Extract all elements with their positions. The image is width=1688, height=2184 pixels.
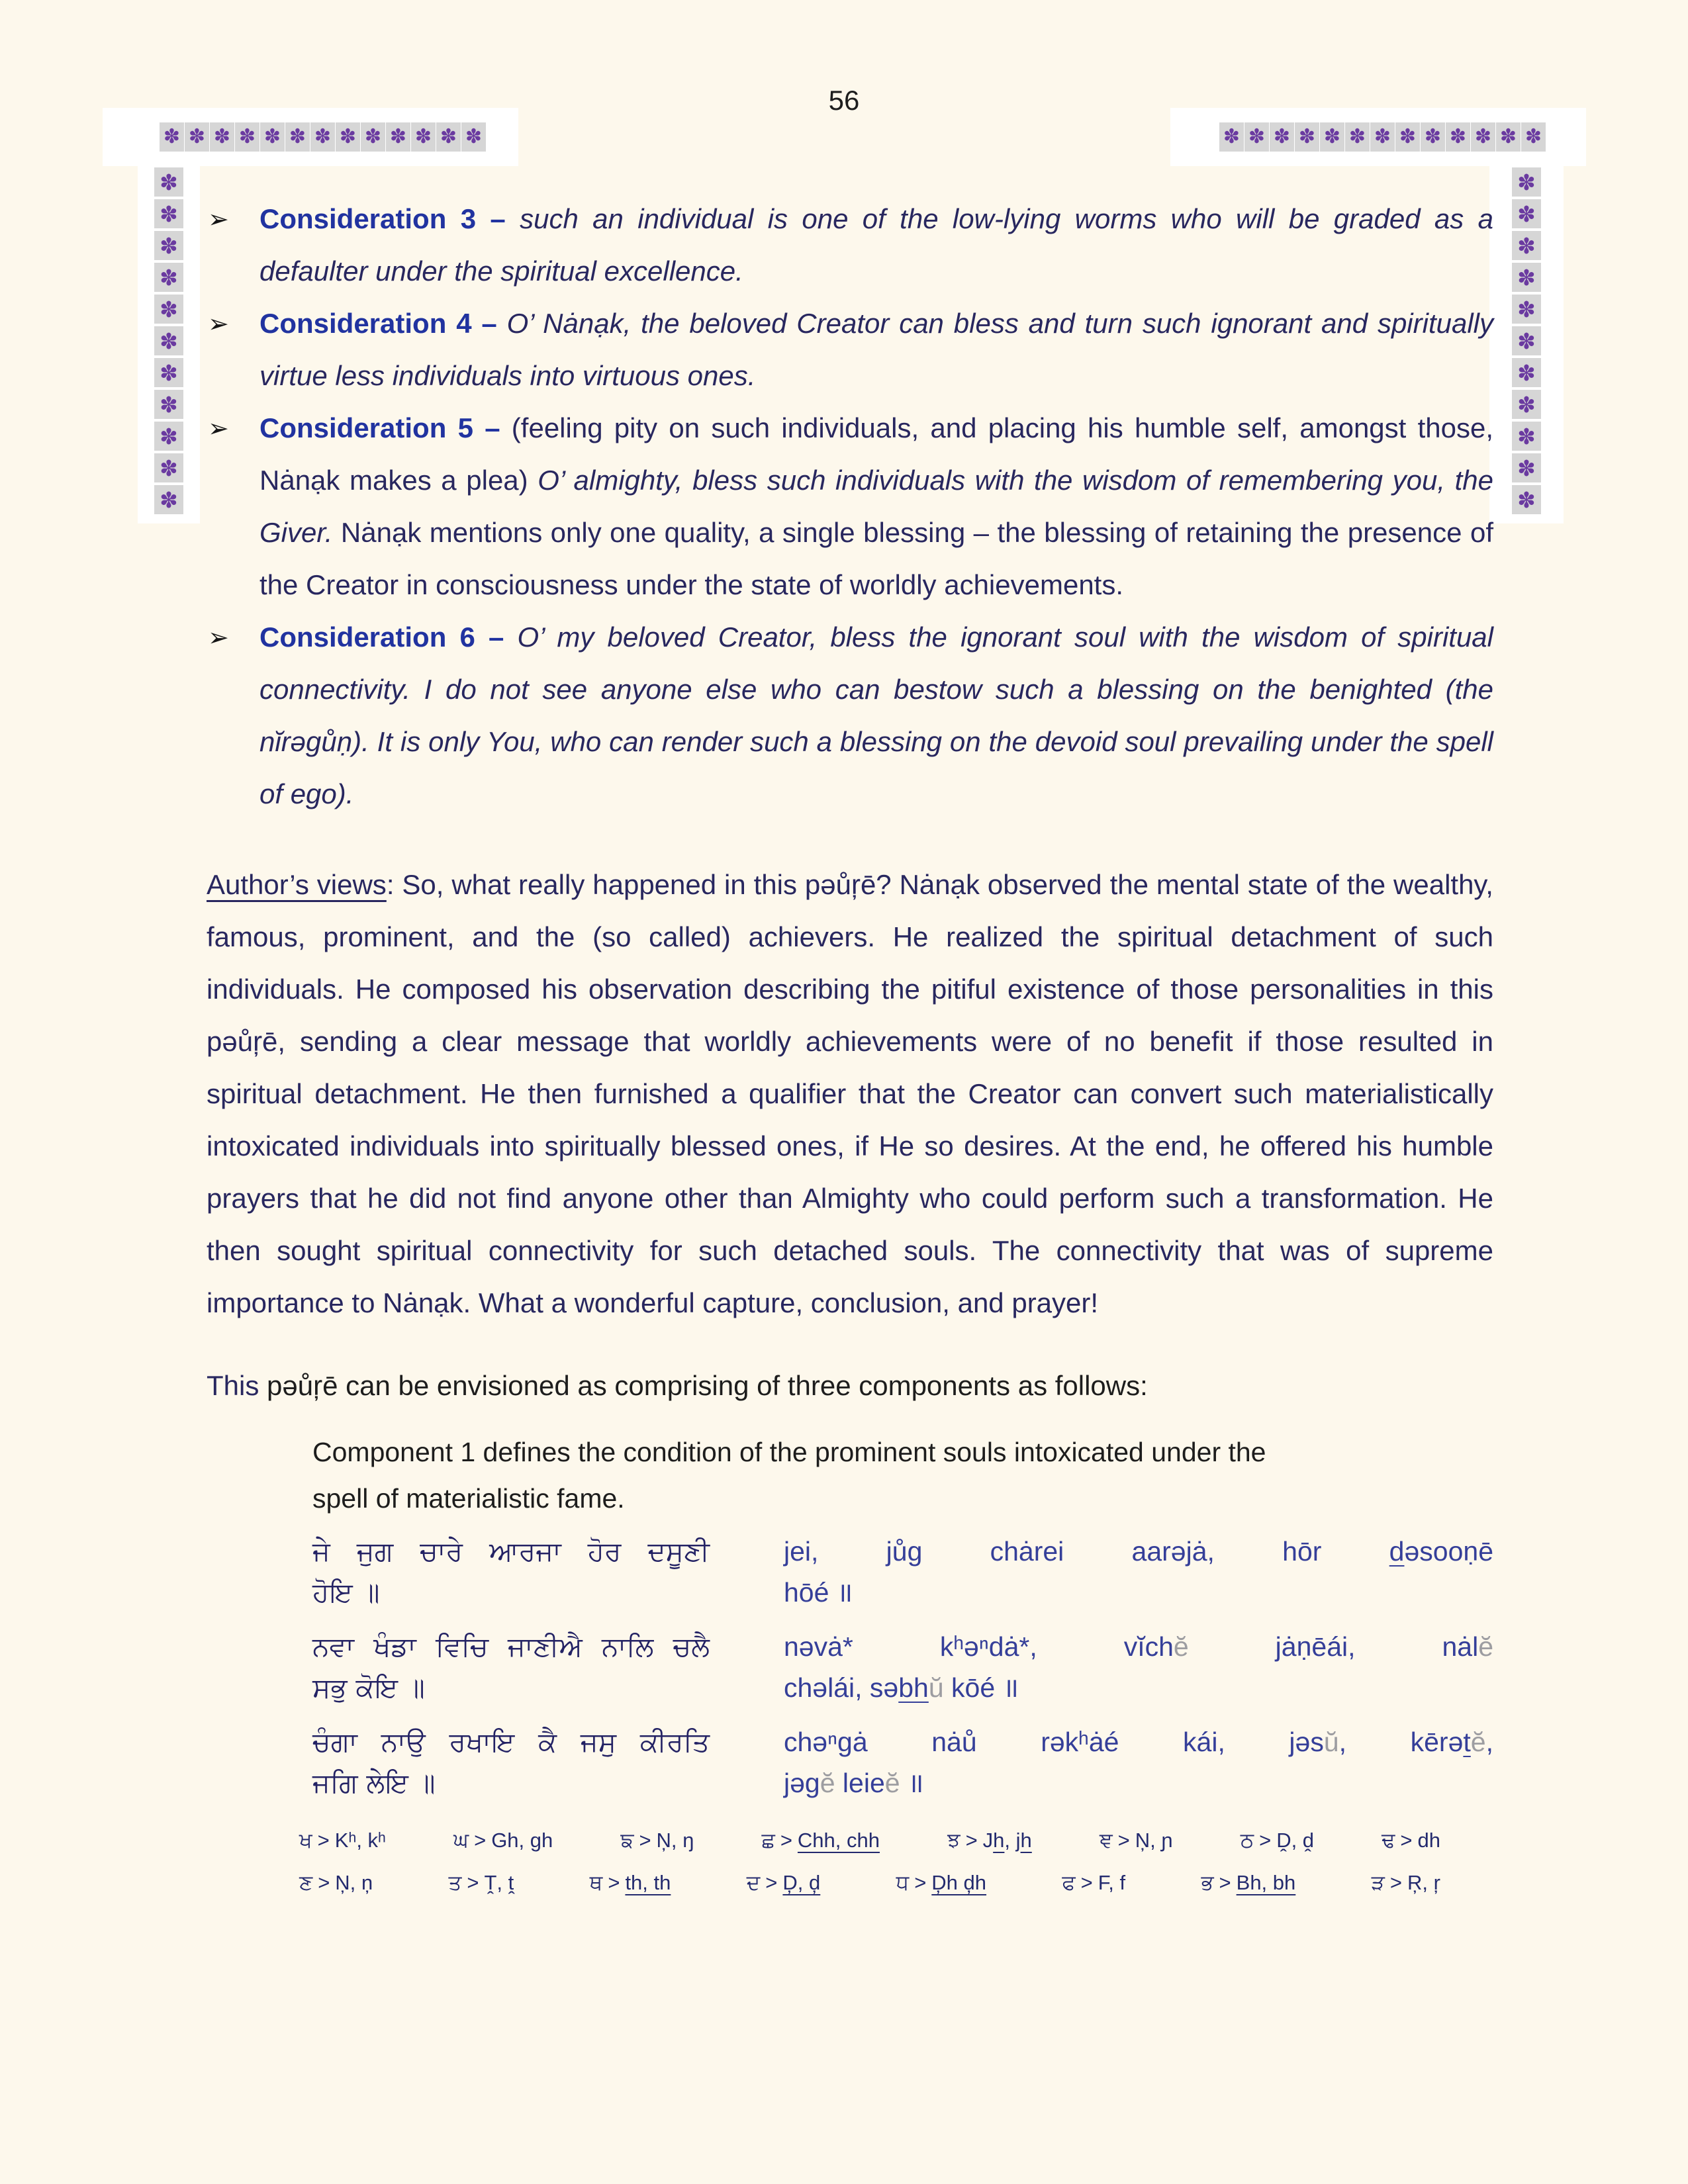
flower-icon: ✽ <box>1395 122 1420 152</box>
text-segment: Ḑ, ḑ <box>782 1871 821 1894</box>
legend-item <box>1382 1827 1440 1854</box>
text-segment: ŭ <box>928 1672 944 1703</box>
legend-separator: > <box>467 1871 479 1894</box>
legend-item <box>947 1827 1032 1854</box>
legend-gurmukhi-letter: ਝ <box>947 1829 961 1852</box>
flower-icon: ✽ <box>1270 122 1294 152</box>
flower-icon: ✽ <box>1295 122 1319 152</box>
bullet-arrow-icon: ➢ <box>208 206 229 234</box>
text-segment: əsooṇē <box>1404 1536 1493 1567</box>
legend-gurmukhi-letter: ਦ <box>746 1871 761 1895</box>
legend-gurmukhi-letter: ਠ <box>1240 1829 1254 1852</box>
text-segment: Chh, chh <box>797 1829 880 1852</box>
text-segment: d <box>1389 1536 1405 1567</box>
legend-gurmukhi-letter: ਞ <box>1099 1829 1113 1852</box>
flower-icon: ✽ <box>154 167 183 197</box>
authors-views-heading: Author’s views <box>207 869 387 900</box>
legend-item <box>590 1870 671 1896</box>
flower-icon: ✽ <box>1345 122 1370 152</box>
flower-icon: ✽ <box>1512 453 1541 482</box>
legend-item <box>761 1827 880 1854</box>
text-segment: ĕ <box>820 1768 835 1798</box>
legend-item <box>453 1827 553 1854</box>
text-segment: h <box>993 1829 1005 1852</box>
consideration-label: Consideration 4 – <box>259 308 497 339</box>
authors-views-colon: : <box>386 869 402 900</box>
flower-icon: ✽ <box>1512 199 1541 228</box>
legend-separator: > <box>914 1871 927 1894</box>
envision-rest: pəůŗē can be envisioned as comprising of three components as follows: <box>259 1370 1148 1401</box>
legend-separator: > <box>317 1829 330 1852</box>
flower-icon: ✽ <box>436 122 461 152</box>
right-flower-border <box>1489 166 1564 523</box>
legend-row <box>299 1870 1440 1896</box>
legend-separator: > <box>1259 1829 1272 1852</box>
text-segment: ŭ <box>1323 1727 1339 1757</box>
envision-lead: This <box>207 1370 259 1401</box>
transliteration-line <box>784 1667 1493 1708</box>
gurmukhi-cell <box>312 1721 710 1803</box>
legend-item <box>896 1870 986 1896</box>
consideration-item <box>207 297 1493 402</box>
top-right-flower-border <box>1170 108 1586 166</box>
bullet-arrow-icon: ➢ <box>208 624 229 652</box>
flower-icon: ✽ <box>461 122 486 152</box>
text-segment: t <box>1463 1727 1471 1757</box>
gurmukhi-line: ਚੰਗਾ ਨਾਉ ਰਖਾਇ ਕੈ ਜਸੁ ਕੀਰਤਿ <box>312 1726 710 1758</box>
consideration-label: Consideration 3 – <box>259 203 506 234</box>
text-segment: Ḑh ḑh <box>931 1871 987 1894</box>
flower-icon: ✽ <box>1320 122 1344 152</box>
flower-icon: ✽ <box>185 122 209 152</box>
transliteration-cell <box>784 1721 1493 1803</box>
transliteration-cell <box>784 1531 1493 1613</box>
text-segment: jəg <box>784 1768 820 1798</box>
gurmukhi-line: ਜਗਿ ਲੇਇ ॥ <box>312 1767 436 1799</box>
legend-separator: > <box>1080 1871 1093 1894</box>
phonetic-legend <box>299 1827 1440 1896</box>
bullet-arrow-icon: ➢ <box>208 310 229 338</box>
flower-icon: ✽ <box>1512 231 1541 260</box>
text-segment: kōé ॥ <box>943 1672 1019 1703</box>
text-segment: leie <box>835 1768 885 1798</box>
legend-gurmukhi-letter: ਭ <box>1201 1871 1214 1895</box>
text-segment: (feeling pity on such individuals, and placing his humble self, amongst those, Nȧnạk makes a plea) <box>259 412 1493 496</box>
text-segment: nəvȧ* kʰəⁿdȧ*, vĭch <box>784 1631 1174 1662</box>
legend-separator: > <box>1389 1871 1403 1894</box>
flower-icon: ✽ <box>285 122 310 152</box>
legend-separator: > <box>474 1829 487 1852</box>
legend-item <box>747 1870 821 1896</box>
authors-views-paragraph <box>207 858 1493 1329</box>
component1-paragraph: Component 1 defines the condition of the prominent souls intoxicated under the spell of materialistic fame. <box>312 1437 1266 1514</box>
legend-gurmukhi-letter: ਖ <box>299 1829 312 1852</box>
verse-block <box>312 1531 1493 1803</box>
flower-icon: ✽ <box>160 122 184 152</box>
legend-item <box>1241 1827 1314 1854</box>
flower-icon: ✽ <box>154 231 183 260</box>
flower-icon: ✽ <box>336 122 360 152</box>
verse-row <box>312 1721 1493 1803</box>
legend-gurmukhi-letter: ਫ <box>1062 1871 1076 1895</box>
text-segment: O’ Nȧnạk, the beloved Creator can bless and turn such ignorant and spiritually virtue less individuals into virtuous ones. <box>259 308 1493 391</box>
legend-item <box>299 1870 373 1896</box>
authors-views-text <box>207 869 1493 1318</box>
consideration-label: Consideration 5 – <box>259 412 500 443</box>
flower-icon: ✽ <box>154 390 183 419</box>
text-segment: Kʰ, kʰ <box>334 1829 386 1852</box>
legend-separator: > <box>1400 1829 1413 1852</box>
legend-row <box>299 1827 1440 1854</box>
verse-row <box>312 1531 1493 1613</box>
text-segment: ĕ <box>1478 1631 1493 1662</box>
text-segment: such an individual is one of the low-lying worms who will be graded as a defaulter under the spiritual excellence. <box>259 203 1493 287</box>
flower-icon: ✽ <box>386 122 410 152</box>
flower-icon: ✽ <box>361 122 385 152</box>
legend-separator: > <box>780 1829 792 1852</box>
flower-icon: ✽ <box>1512 422 1541 451</box>
legend-gurmukhi-letter: ਧ <box>896 1871 910 1895</box>
flower-icon: ✽ <box>1219 122 1244 152</box>
text-segment: jei, jůg chȧrei aarəjȧ, hōr <box>784 1536 1389 1567</box>
legend-separator: > <box>1117 1829 1130 1852</box>
flower-icon: ✽ <box>260 122 285 152</box>
text-segment: hōé ॥ <box>784 1577 853 1608</box>
flower-icon: ✽ <box>235 122 259 152</box>
legend-item <box>299 1827 386 1854</box>
flower-icon: ✽ <box>1512 167 1541 197</box>
flower-icon: ✽ <box>1421 122 1445 152</box>
text-segment: ĕ <box>1470 1727 1486 1757</box>
flower-icon: ✽ <box>154 263 183 292</box>
text-segment: J <box>982 1829 994 1852</box>
flower-icon: ✽ <box>154 422 183 451</box>
transliteration-line <box>784 1626 1493 1667</box>
legend-separator: > <box>608 1871 620 1894</box>
envision-line <box>207 1359 1493 1412</box>
legend-item <box>1062 1870 1125 1896</box>
page-content <box>207 193 1493 1896</box>
flower-icon: ✽ <box>154 453 183 482</box>
legend-separator: > <box>765 1871 778 1894</box>
text-segment: h <box>1020 1829 1032 1852</box>
flower-icon: ✽ <box>411 122 436 152</box>
flower-icon: ✽ <box>1512 263 1541 292</box>
legend-gurmukhi-letter: ਢ <box>1382 1829 1395 1852</box>
legend-gurmukhi-letter: ਙ <box>620 1829 634 1852</box>
flower-icon: ✽ <box>1512 295 1541 324</box>
flower-icon: ✽ <box>1521 122 1546 152</box>
legend-gurmukhi-letter: ਤ <box>448 1871 462 1895</box>
consideration-item <box>207 402 1493 611</box>
flower-icon: ✽ <box>1512 358 1541 387</box>
text-segment: Nȧnạk mentions only one quality, a single blessing – the blessing of retaining the presence of the Creator in consciousness under the state of worldly achievements. <box>259 517 1493 600</box>
legend-separator: > <box>1219 1871 1231 1894</box>
legend-gurmukhi-letter: ਛ <box>761 1829 775 1852</box>
flower-icon: ✽ <box>1370 122 1395 152</box>
flower-icon: ✽ <box>1446 122 1470 152</box>
text-segment: ॥ <box>900 1768 924 1798</box>
gurmukhi-line: ਨਵਾ ਖੰਡਾ ਵਿਚਿ ਜਾਣੀਐ ਨਾਲਿ ਚਲੈ <box>312 1631 710 1662</box>
text-segment: bh <box>898 1672 929 1703</box>
gurmukhi-line: ਹੋਇ ॥ <box>312 1576 380 1608</box>
text-segment: jȧṇēái, nȧl <box>1188 1631 1479 1662</box>
flower-icon: ✽ <box>1244 122 1269 152</box>
legend-item <box>620 1827 694 1854</box>
flower-icon: ✽ <box>154 199 183 228</box>
top-left-flower-border <box>103 108 518 166</box>
text-segment: ĕ <box>1173 1631 1189 1662</box>
text-segment: , <box>1485 1727 1493 1757</box>
text-segment: Ḓ, ḓ <box>1276 1829 1315 1852</box>
flower-icon: ✽ <box>1471 122 1495 152</box>
text-segment: chəⁿgȧ nȧů rəkʰȧé kái, jəs <box>784 1727 1324 1757</box>
text-segment: Ņ, ɲ <box>1135 1829 1173 1852</box>
consideration-label: Consideration 6 – <box>259 621 504 653</box>
legend-gurmukhi-letter: ਘ <box>453 1829 469 1852</box>
page-number: 56 <box>828 85 860 116</box>
legend-gurmukhi-letter: ੜ <box>1371 1871 1385 1895</box>
legend-item <box>1372 1870 1440 1896</box>
transliteration-line <box>784 1531 1493 1572</box>
flower-icon: ✽ <box>310 122 335 152</box>
consideration-item <box>207 193 1493 297</box>
text-segment: ĕ <box>884 1768 900 1798</box>
flower-icon: ✽ <box>210 122 234 152</box>
legend-separator: > <box>318 1871 330 1894</box>
gurmukhi-cell <box>312 1531 710 1613</box>
legend-separator: > <box>965 1829 978 1852</box>
legend-item <box>1100 1827 1173 1854</box>
text-segment: So, what really happened in this pəůŗē? Nȧnạk observed the mental state of the wealthy, famous, prominent, and the (so called) achievers. He realized the spiritual detachment of such individuals. He composed his observation describing the pitiful existence of those personalities in this pəůŗē, sending a clear message that worldly achievements were of no benefit if those resulted in spiritual detachment. He then furnished a qualifier that the Creator can convert such materialistically intoxicated individuals into spiritually blessed ones, if He so desires. At the end, he offered his humble prayers that he did not find anyone other than Almighty who could perform such a transformation. He then sought spiritual connectivity for such detached souls. The connectivity that was of supreme importance to Nȧnạk. What a wonderful capture, conclusion, and prayer! <box>207 869 1493 1318</box>
text-segment: Ŗ, ŗ <box>1407 1871 1440 1894</box>
text-segment: F, f <box>1098 1871 1126 1894</box>
gurmukhi-cell <box>312 1626 710 1708</box>
legend-item <box>1201 1870 1296 1896</box>
flower-icon: ✽ <box>1512 390 1541 419</box>
transliteration-line <box>784 1762 1493 1803</box>
left-flower-border <box>138 166 200 523</box>
text-segment: Gh, gh <box>491 1829 553 1852</box>
bullet-arrow-icon: ➢ <box>208 415 229 443</box>
flower-icon: ✽ <box>1496 122 1521 152</box>
legend-separator: > <box>639 1829 651 1852</box>
text-segment: O’ my beloved Creator, bless the ignorant soul with the wisdom of spiritual connectivity. I do not see anyone else who can bestow such a blessing on the benighted (the nĭrəgůṇ). It is only You, who can render such a blessing on the devoid soul prevailing under the spell of ego). <box>259 621 1493 809</box>
gurmukhi-line: ਸਭੁ ਕੋਇ ॥ <box>312 1672 425 1704</box>
text-segment: dh <box>1417 1829 1440 1852</box>
flower-icon: ✽ <box>1512 326 1541 355</box>
legend-gurmukhi-letter: ਣ <box>299 1871 313 1895</box>
text-segment: Ņ, ņ <box>335 1871 373 1894</box>
consideration-item <box>207 611 1493 820</box>
flower-icon: ✽ <box>154 358 183 387</box>
gurmukhi-line: ਜੇ ਜੁਗ ਚਾਰੇ ਆਰਜਾ ਹੋਰ ਦਸੂਣੀ <box>312 1535 710 1567</box>
flower-icon: ✽ <box>154 295 183 324</box>
text-segment: Bh, bh <box>1236 1871 1296 1894</box>
flower-icon: ✽ <box>154 326 183 355</box>
transliteration-cell <box>784 1626 1493 1708</box>
text-segment: O’ almighty, bless such individuals with the wisdom of remembering you, the Giver. <box>259 465 1493 548</box>
legend-item <box>449 1870 514 1896</box>
flower-icon: ✽ <box>1512 485 1541 514</box>
text-segment: Ņ, ŋ <box>656 1829 694 1852</box>
text-segment: chəlái, sə <box>784 1672 899 1703</box>
text-segment: th, th <box>625 1871 671 1894</box>
verse-row <box>312 1626 1493 1708</box>
legend-gurmukhi-letter: ਥ <box>589 1871 603 1895</box>
text-segment: Ṱ, ṱ <box>484 1871 514 1894</box>
transliteration-line <box>784 1721 1493 1762</box>
text-segment: , j <box>1004 1829 1021 1852</box>
transliteration-line <box>784 1572 1493 1613</box>
consideration-list <box>207 193 1493 820</box>
text-segment: , kērə <box>1338 1727 1464 1757</box>
flower-icon: ✽ <box>154 485 183 514</box>
